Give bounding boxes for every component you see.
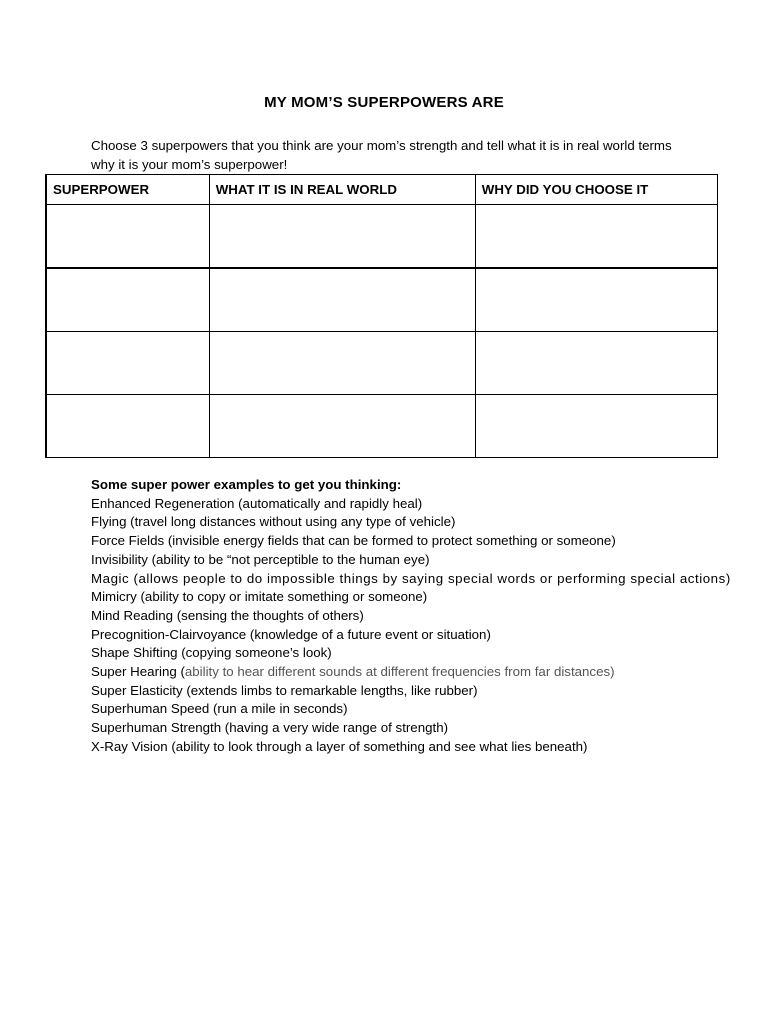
header-real-world: WHAT IT IS IN REAL WORLD: [209, 175, 475, 205]
superpower-table: [45, 174, 718, 458]
item-desc: (copying someone’s look): [177, 645, 332, 661]
item-desc: (ability to look through a layer of something and see what lies beneath): [167, 738, 588, 754]
item-desc: (ability to be “not perceptible to the human eye): [147, 551, 430, 567]
item-name: Invisibility: [91, 551, 148, 567]
page-title: MY MOM’S SUPERPOWERS ARE: [264, 94, 504, 111]
item-desc: (sensing the thoughts of others): [173, 607, 364, 623]
item-desc-grey: ability to hear different sounds at different frequencies from far distances): [184, 664, 615, 680]
answer-cell[interactable]: [209, 268, 475, 332]
answer-cell[interactable]: [46, 395, 209, 458]
item-desc: (invisible energy fields that can be formed to protect something or someone): [164, 533, 616, 549]
item-name: Enhanced Regeneration: [91, 495, 235, 511]
item-desc: (ability to copy or imitate something or someone): [136, 589, 428, 605]
answer-cell[interactable]: [475, 395, 717, 458]
item-name: Force Fields: [91, 533, 165, 549]
table-row: [46, 332, 718, 395]
list-item: [91, 551, 731, 570]
list-item: [91, 719, 731, 738]
item-desc: (allows people to do impossible things by saying special words or performing special actions): [129, 570, 731, 586]
header-superpower: SUPERPOWER: [46, 175, 209, 205]
item-name: Superhuman Strength: [91, 720, 222, 736]
item-name: Super Elasticity: [91, 682, 183, 698]
list-item: [91, 626, 731, 645]
list-item: [91, 513, 731, 532]
answer-cell[interactable]: [209, 205, 475, 269]
header-why-chosen: WHY DID YOU CHOOSE IT: [475, 175, 717, 205]
list-item: [91, 682, 731, 701]
item-name: Precognition-Clairvoyance: [91, 626, 247, 642]
item-desc: (knowledge of a future event or situation): [246, 626, 491, 642]
list-item: [91, 738, 731, 757]
item-desc: (extends limbs to remarkable lengths, like rubber): [182, 682, 478, 698]
item-name: Superhuman Speed: [91, 701, 210, 717]
instructions-text: Choose 3 superpowers that you think are your mom’s strength and tell what it is in real world terms why it is your mom’s superpower!: [91, 138, 672, 172]
answer-cell[interactable]: [46, 332, 209, 395]
list-item: [91, 644, 731, 663]
item-desc: (run a mile in seconds): [209, 701, 348, 717]
item-name: Flying: [91, 514, 127, 530]
item-name: Shape Shifting: [91, 645, 178, 661]
item-desc: (automatically and rapidly heal): [234, 495, 423, 511]
table-header-row: [46, 175, 718, 205]
list-item: [91, 700, 731, 719]
list-item: [91, 607, 731, 626]
table-row: [46, 395, 718, 458]
item-name: X-Ray Vision: [91, 738, 168, 754]
answer-cell[interactable]: [46, 268, 209, 332]
table-row: [46, 205, 718, 269]
answer-cell[interactable]: [475, 332, 717, 395]
list-item: [91, 663, 731, 682]
item-desc: (: [176, 664, 185, 680]
item-name: Magic: [91, 570, 130, 586]
item-desc: (having a very wide range of strength): [221, 720, 449, 736]
table-row: [46, 268, 718, 332]
list-item: [91, 495, 731, 514]
answer-cell[interactable]: [209, 332, 475, 395]
answer-cell[interactable]: [209, 395, 475, 458]
examples-section: [91, 476, 731, 757]
item-name: Mimicry: [91, 589, 137, 605]
item-name: Super Hearing: [91, 664, 177, 680]
list-item: [91, 588, 731, 607]
examples-heading: Some super power examples to get you thinking:: [91, 477, 402, 492]
answer-cell[interactable]: [475, 268, 717, 332]
list-item: [91, 532, 731, 551]
answer-cell[interactable]: [46, 205, 209, 269]
item-name: Mind Reading: [91, 607, 174, 623]
list-item: [91, 570, 731, 589]
item-desc: (travel long distances without using any type of vehicle): [126, 514, 456, 530]
answer-cell[interactable]: [475, 205, 717, 269]
